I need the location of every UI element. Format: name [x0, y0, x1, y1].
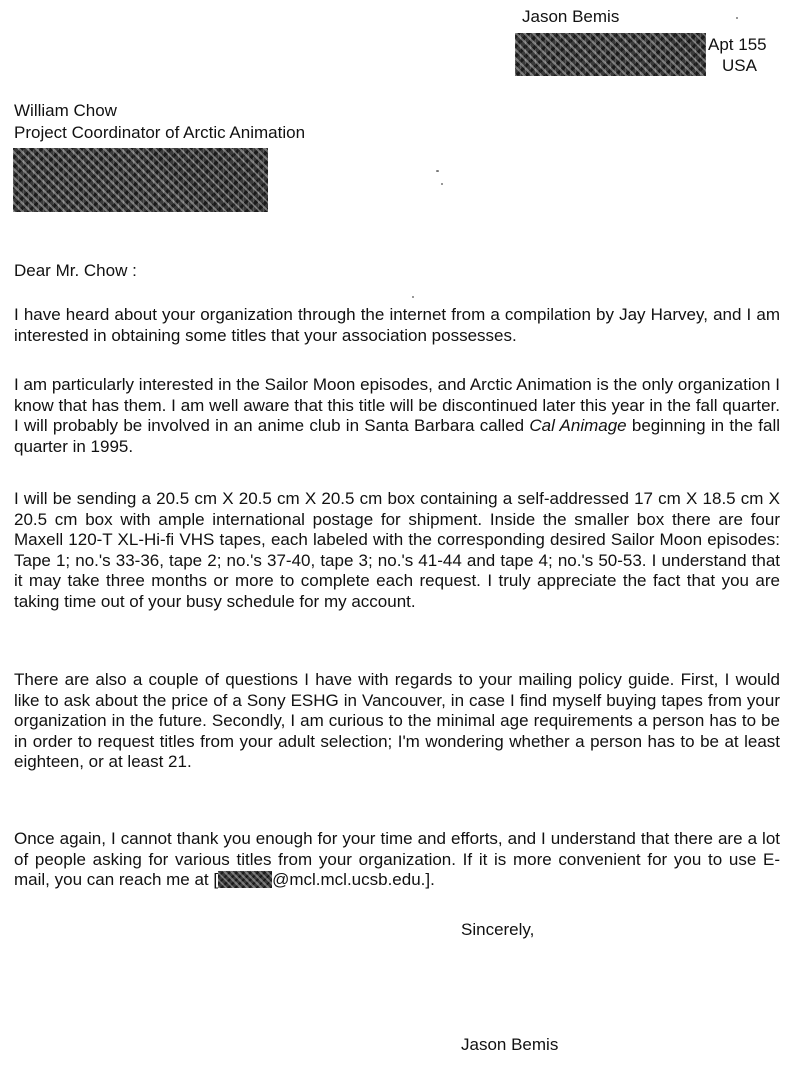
scan-speck: [736, 17, 738, 19]
scan-speck: [412, 296, 414, 298]
paragraph-5: [14, 829, 780, 891]
club-name: Cal Animage: [529, 416, 627, 435]
redacted-recipient-address: [13, 148, 268, 212]
paragraph-1: I have heard about your organization through the internet from a compilation by Jay Harvey, and I am interested in obtaining some titles that your association possesses.: [14, 305, 780, 345]
salutation: Dear Mr. Chow :: [14, 261, 137, 280]
recipient-title: Project Coordinator of Arctic Animation: [14, 123, 306, 142]
sender-name: Jason Bemis: [522, 7, 620, 26]
paragraph-3: I will be sending a 20.5 cm X 20.5 cm X 20.5 cm box containing a self-addressed 17 cm X 18.5 cm X 20.5 cm box with ample international postage for shipment. Inside the smaller box there are four Maxell 120-T XL-Hi-fi VHS tapes, each labeled with the corresponding desired Sailor Moon episodes: Tape 1; no.'s 33-36, tape 2; no.'s 37-40, tape 3; no.'s 41-44 and tape 4; no.'s 50-53. I understand that it may take three months or more to complete each request. I truly appreciate the fact that you are taking time out of your busy schedule for my account.: [14, 489, 780, 611]
redacted-sender-address: [515, 33, 706, 76]
closing: Sincerely,: [461, 920, 535, 939]
scan-speck: [436, 170, 439, 172]
email-domain: @mcl.mcl.ucsb.edu.].: [272, 870, 435, 889]
signature-name: Jason Bemis: [461, 1035, 559, 1054]
paragraph-5-text: Once again, I cannot thank you enough for your time and efforts, and I understand that there are a lot of people asking for various titles from your organization. If it is more convenient for you to use E-mail, you can reach me at [: [14, 829, 780, 889]
recipient-block: [14, 100, 305, 144]
sender-country: USA: [722, 56, 757, 75]
paragraph-2-end: beginning in the fall quarter in 1995.: [14, 416, 780, 456]
scan-speck: [441, 183, 443, 185]
recipient-name: William Chow: [14, 101, 117, 120]
paragraph-2: [14, 375, 780, 457]
paragraph-4: There are also a couple of questions I have with regards to your mailing policy guide. First, I would like to ask about the price of a Sony ESHG in Vancouver, in case I find myself buying tapes from your organization in the future. Secondly, I am curious to the minimal age requirements a person has to be in order to request titles from your adult selection; I'm wondering whether a person has to be at least eighteen, or at least 21.: [14, 670, 780, 771]
sender-apartment: Apt 155: [708, 35, 767, 54]
paragraph-2-text: I am particularly interested in the Sailor Moon episodes, and Arctic Animation is the only organization I know that has them. I am well aware that this title will be discontinued later this year in the fall quarter. I will probably be involved in an anime club in Santa Barbara called: [14, 375, 780, 435]
redacted-email-user: [218, 871, 272, 888]
